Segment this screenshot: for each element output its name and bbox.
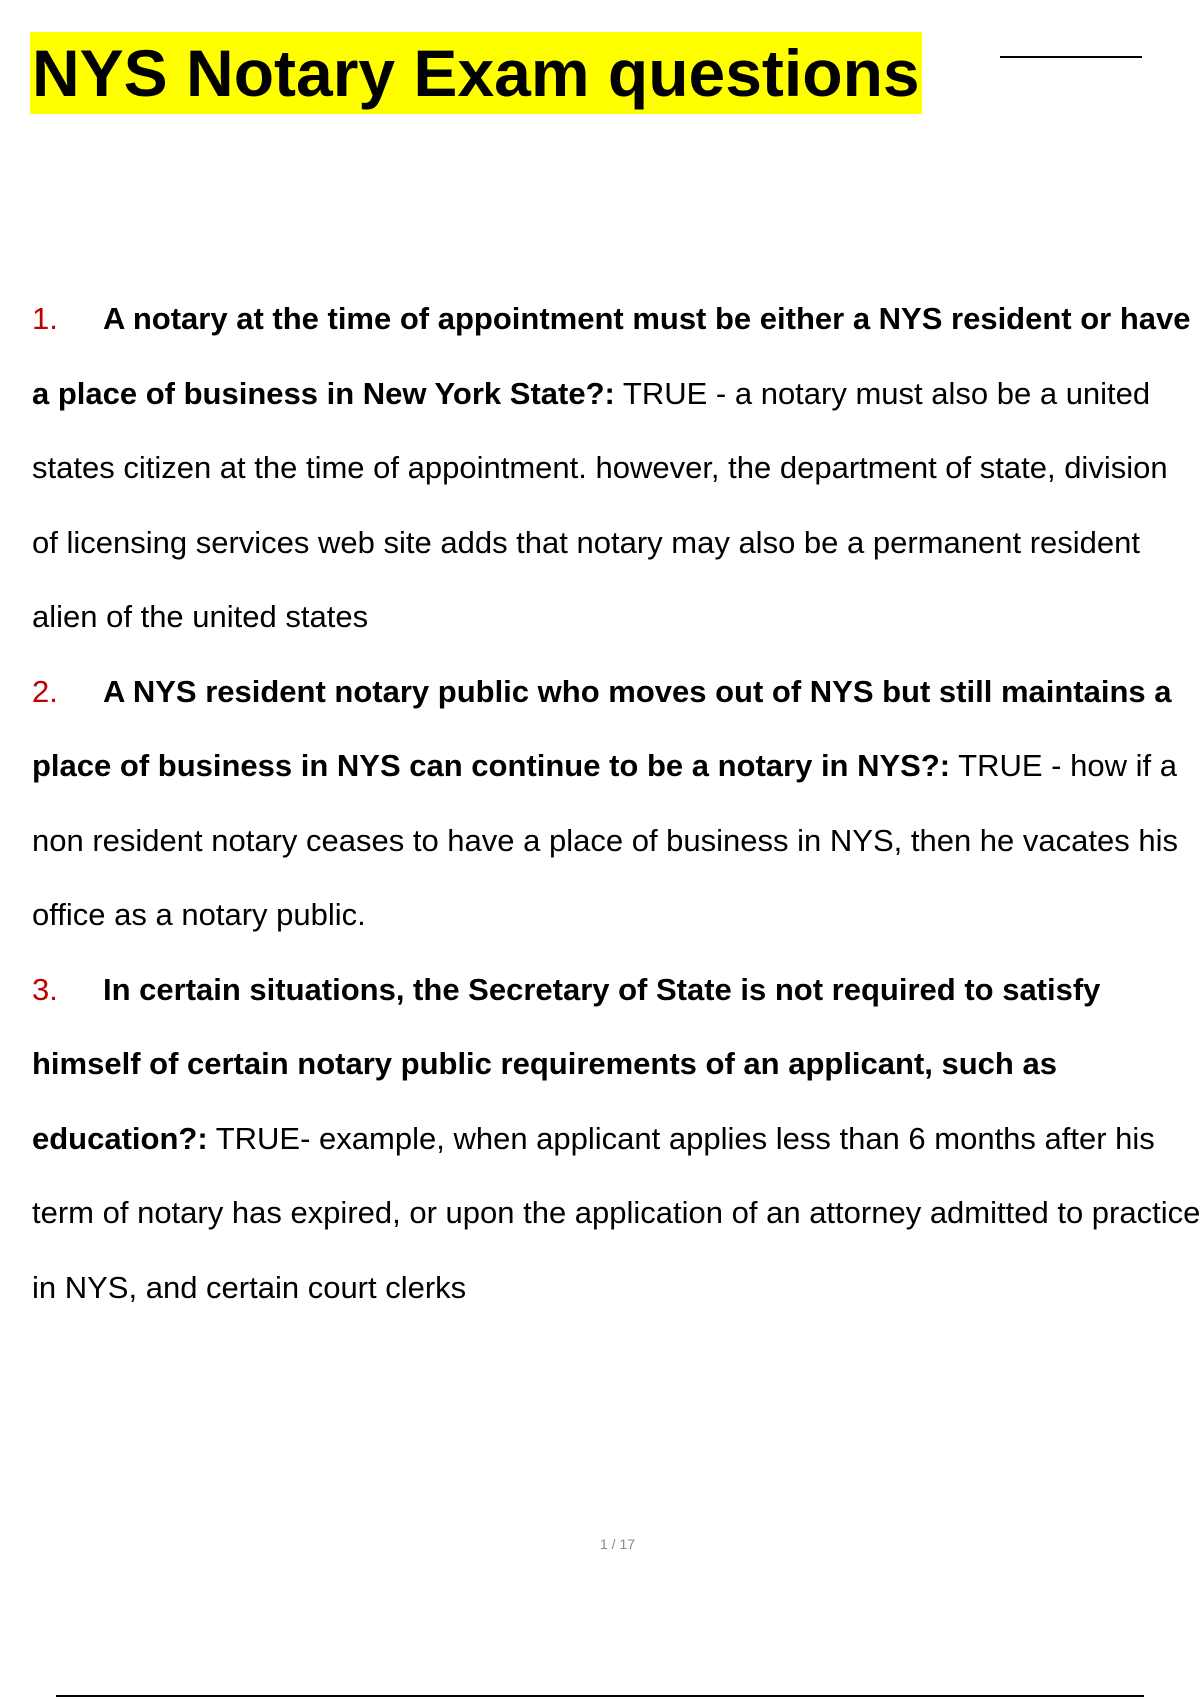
question-text: In certain situations, the Secretary of State is not required to satisfy himself of certain notary public requirements of an applicant, such as education?: — [32, 971, 1101, 1156]
question-item — [32, 953, 1200, 1326]
question-number: 2. — [32, 673, 58, 709]
question-answer: TRUE - a notary must also be a united states citizen at the time of appointment. however, the department of state, division of licensing services web site adds that notary may also be a permanent resident alien of the united states — [32, 375, 1168, 634]
bottom-rule — [56, 1695, 1144, 1697]
question-item — [32, 655, 1200, 953]
question-answer: TRUE- example, when applicant applies less than 6 months after his term of notary has expired, or upon the application of an attorney admitted to practice in NYS, and certain court clerks — [32, 1120, 1200, 1305]
question-number: 3. — [32, 971, 58, 1007]
question-answer: TRUE - how if a non resident notary ceases to have a place of business in NYS, then he vacates his office as a notary public. — [32, 748, 1178, 932]
page-number: 1 / 17 — [599, 1536, 636, 1552]
question-text: A NYS resident notary public who moves out of NYS but still maintains a place of business in NYS can continue to be a notary in NYS?: — [32, 673, 1172, 783]
page-title: NYS Notary Exam questions — [30, 32, 922, 114]
question-item — [32, 282, 1200, 655]
question-number: 1. — [32, 301, 58, 336]
title-rule — [1000, 56, 1142, 58]
question-list — [32, 282, 1200, 1325]
question-text: A notary at the time of appointment must be either a NYS resident or have a place of business in New York State?: — [32, 301, 1191, 411]
title-block — [30, 32, 922, 114]
